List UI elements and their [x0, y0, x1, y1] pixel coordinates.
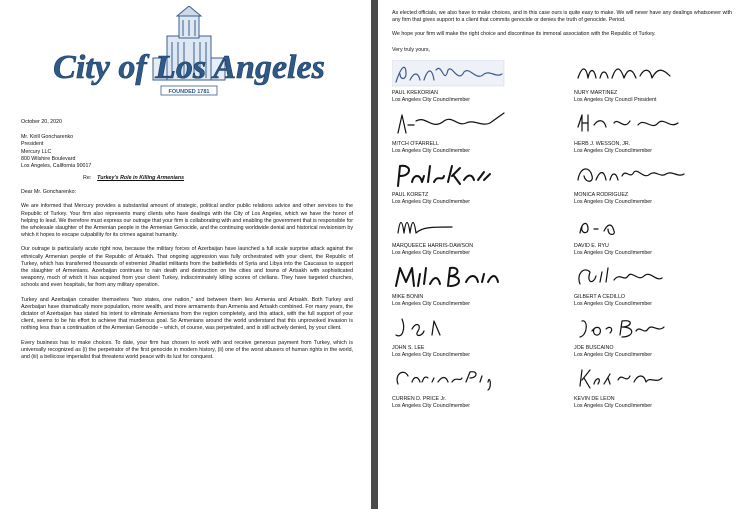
signatory-name: NURY MARTINEZ: [574, 89, 618, 96]
signatory-name: MARQUEECE HARRIS-DAWSON: [392, 242, 474, 249]
recipient-address: [21, 134, 353, 170]
signatory-6: [574, 162, 732, 213]
signatory-name: JOHN S. LEE: [392, 344, 425, 351]
handwritten-signature: [574, 213, 704, 243]
body-paragraph-6: We hope your firm will make the right choice and discontinue its immoral association with the Republic of Turkey.: [392, 31, 656, 38]
signatory-name: MONICA RODRIGUEZ: [574, 191, 629, 198]
handwritten-signature: [574, 60, 704, 90]
seal-ribbon-text: FOUNDED 1781: [168, 89, 210, 95]
city-seal-logo: [49, 6, 329, 106]
handwritten-signature: [392, 111, 522, 141]
recipient-title: President: [21, 141, 44, 148]
signatory-title: Los Angeles City Councilmember: [392, 249, 471, 256]
signatory-3: [392, 111, 574, 162]
signatory-title: Los Angeles City Councilmember: [574, 249, 653, 256]
signatory-1: [392, 60, 574, 111]
signatory-2: [574, 60, 732, 111]
handwritten-signature: [392, 162, 522, 192]
salutation: Dear Mr. Goncharenko:: [21, 189, 77, 196]
letter-date: October 20, 2020: [21, 119, 62, 125]
signatory-name: PAUL KREKORIAN: [392, 89, 438, 96]
signatory-title: Los Angeles City Councilmember: [574, 300, 653, 307]
signatory-name: MITCH O'FARRELL: [392, 140, 439, 147]
signatory-title: Los Angeles City Councilmember: [574, 198, 653, 205]
signatory-title: Los Angeles City Councilmember: [392, 147, 471, 154]
recipient-city: Los Angeles, California 90017: [21, 163, 92, 170]
handwritten-signature: [392, 264, 522, 294]
subject-line: [21, 175, 353, 181]
recipient-company: Mercury LLC: [21, 148, 52, 155]
signatory-13: [392, 366, 574, 417]
signatory-title: Los Angeles City Councilmember: [392, 402, 471, 409]
handwritten-signature: [574, 366, 704, 396]
handwritten-signature: [392, 366, 522, 396]
signatory-title: Los Angeles City Councilmember: [392, 198, 471, 205]
signatory-name: DAVID E. RYU: [574, 242, 609, 249]
signatory-name: CURREN D. PRICE Jr.: [392, 395, 447, 402]
body-paragraph-3: Turkey and Azerbaijan consider themselves "two states, one nation," and between them lies Armenia and Artsakh. Both Turkey and Azerbaijan have dramatically more population, more wealth, and more armaments than Armenia and Artsakh combined. For many years, the dictator of Azerbaijan has stated his intent to eliminate Armenians from the region completely, and this attack, with the full support of your client, seems to be his effort to achieve that murderous goal. So Armenians around the world understand that this unprovoked invasion is nothing less than a continuation of the Armenian Genocide – which, of course, was perpetrated, and is still actively denied, by your client.: [21, 296, 353, 332]
subject-label: Re:: [83, 175, 92, 182]
letter-page-2: [378, 0, 750, 509]
handwritten-signature: [574, 111, 704, 141]
signatory-title: Los Angeles City Councilmember: [574, 351, 653, 358]
signatory-9: [392, 264, 574, 315]
signatory-4: [574, 111, 732, 162]
signatory-title: Los Angeles City Councilmember: [392, 300, 471, 307]
handwritten-signature: [392, 315, 522, 345]
signatory-name: JOE BUSCAINO: [574, 344, 614, 351]
handwritten-signature: [574, 162, 704, 192]
handwritten-signature: [574, 264, 704, 294]
city-wordmark: City of Los Angeles: [53, 49, 325, 86]
body-paragraph-2: Our outrage is particularly acute right now, because the military forces of Azerbaijan have launched a full scale surprise attack against the ethnically Armenian people of the Republic of Artsakh. That ongoing aggression was fully orchestrated with your client, the Republic of Turkey, which has transferred thousands of extremist Jihadist militants from the battlefields of Syria and Libya into the Caucasus to support the slaughter of Armenians. Azerbaijan continues to rain death and destruction on the cities and towns of Artsakh with sophisticated weaponry, much of which it has acquired from your client Turkey, indiscriminately killing scores of civilians. They have targeted churches, schools and even hospitals, far from any military operation.: [21, 246, 353, 289]
signatory-14: [574, 366, 732, 417]
body-paragraph-1: We are informed that Mercury provides a substantial amount of strategic, political and/or public relations advice and other services to the Republic of Turkey. Your firm also represents many clients who have dealings with the City of Los Angeles, which we have the honor of helping to lead. We therefore must express our outrage that your firm is collaborating with and enabling the government that is responsible for the wholesale slaughter of the Armenian people in the Armenian Genocide, and the continuing worldwide denial and historical revisionism by which it hopes to escape culpability for its crimes against humanity.: [21, 203, 353, 239]
handwritten-signature: [574, 315, 704, 345]
body-paragraph-4: Every business has to make choices. To date, your firm has chosen to work with and receive generous payment from Turkey, which is universally recognized as (i) the perpetrator of the first genocide in modern history, (ii) one of the worst abusers of human rights in the world, and (iii) a bellicose imperialist that threatens world peace with its lust for conquest.: [21, 339, 353, 361]
signatory-11: [392, 315, 574, 366]
closing: Very truly yours,: [392, 46, 430, 53]
signatory-title: Los Angeles City Councilmember: [574, 402, 653, 409]
signatory-name: PAUL KORETZ: [392, 191, 429, 198]
signatory-name: KEVIN DE LEON: [574, 395, 615, 402]
recipient-street: 800 Wilshire Boulevard: [21, 155, 76, 162]
letter-page-1: [0, 0, 371, 509]
signatory-12: [574, 315, 732, 366]
signatory-title: Los Angeles City Councilmember: [392, 96, 471, 103]
handwritten-signature: [392, 60, 522, 90]
signatory-10: [574, 264, 732, 315]
signatory-title: Los Angeles City Council President: [574, 96, 657, 103]
signatory-name: GILBERT A CEDILLO: [574, 293, 626, 300]
recipient-name: Mr. Kirill Goncharenko: [21, 134, 74, 141]
signatory-name: HERB J. WESSON, JR.: [574, 140, 631, 147]
signatory-title: Los Angeles City Councilmember: [392, 351, 471, 358]
signatory-title: Los Angeles City Councilmember: [574, 147, 653, 154]
city-letterhead: [21, 6, 353, 106]
signatory-7: [392, 213, 574, 264]
signatory-5: [392, 162, 574, 213]
signatory-8: [574, 213, 732, 264]
handwritten-signature: [392, 213, 522, 243]
subject-text: Turkey's Role in Killing Armenians: [97, 175, 185, 182]
signature-block: [392, 60, 732, 417]
signatory-name: MIKE BONIN: [392, 293, 424, 300]
body-paragraph-5: As elected officials, we also have to make choices, and in this case ours is quite easy to make. We will never have any dealings whatsoever with any firm that gives support to a client that commits genocide or denies the truth of genocide. Period.: [392, 10, 732, 24]
